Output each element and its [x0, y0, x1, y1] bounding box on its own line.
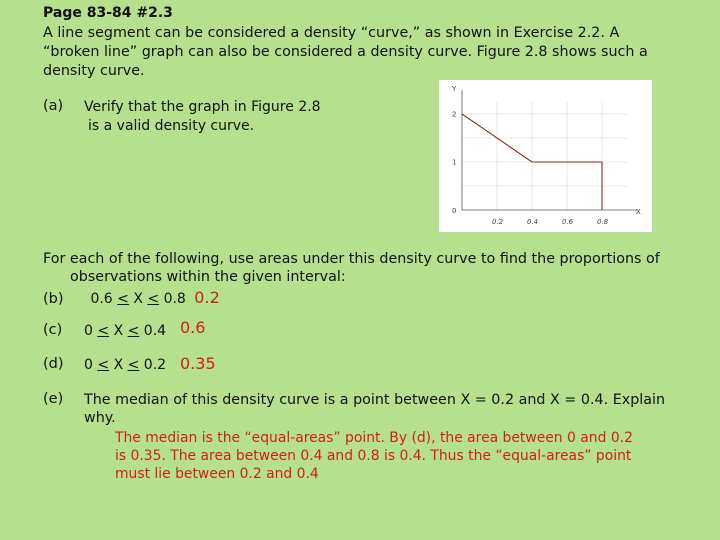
part-d-le1: < [97, 357, 110, 373]
part-c-le2: < [127, 323, 140, 339]
part-b-answer: 0.2 [194, 288, 220, 307]
origin-label: 0 [452, 207, 457, 215]
part-d-var: X [113, 357, 124, 373]
y-tick-label: 1 [452, 158, 457, 167]
part-c-answer: 0.6 [180, 318, 206, 337]
part-e-answer3: must lie between 0.2 and 0.4 [115, 466, 319, 482]
part-b-row [43, 288, 220, 309]
part-d-upper: 0.2 [143, 357, 167, 373]
part-e-label: (e) [43, 391, 64, 407]
part-d-lower: 0 [84, 357, 93, 373]
y-axis-label: Y [452, 85, 457, 93]
part-e-answer1: The median is the “equal-areas” point. By (d), the area between 0 and 0.2 [115, 430, 633, 446]
part-c-le1: < [97, 323, 110, 339]
figure-2-8 [439, 80, 652, 232]
part-c-upper: 0.4 [143, 323, 167, 339]
part-b-var: X [133, 291, 143, 307]
instructions-line1: For each of the following, use areas under this density curve to find the proportions of [43, 251, 660, 267]
part-c-label: (c) [43, 322, 63, 338]
x-tick-label: 0.2 [492, 218, 504, 226]
part-b-upper: 0.8 [163, 291, 186, 307]
part-b-le2: < [147, 291, 160, 307]
part-a-line1: Verify that the graph in Figure 2.8 [84, 99, 321, 115]
part-c-lower: 0 [84, 323, 93, 339]
part-b-label: (b) [43, 291, 64, 307]
x-tick-label: 0.6 [562, 218, 574, 226]
part-b-le1: < [117, 291, 129, 307]
y-tick-label: 2 [452, 110, 457, 119]
part-e-question1: The median of this density curve is a point between X = 0.2 and X = 0.4. Explain [84, 392, 666, 408]
gridlines [462, 102, 629, 210]
part-d-le2: < [127, 357, 140, 373]
part-c-interval [84, 322, 166, 341]
part-d-answer: 0.35 [180, 354, 216, 373]
problem-intro: A line segment can be considered a density “curve,” as shown in Exercise 2.2. A “broken line” graph can also be considered a density curve. Figure 2.8 shows such a density curve. [43, 25, 648, 80]
density-chart [439, 80, 652, 232]
problem-title: Page 83-84 #2.3 [43, 5, 173, 21]
part-a-line2: is a valid density curve. [88, 118, 255, 134]
x-tick-label: 0.8 [597, 218, 609, 226]
part-d-label: (d) [43, 356, 64, 372]
x-axis-label: X [636, 208, 641, 216]
part-e-answer2: is 0.35. The area between 0.4 and 0.8 is 0.4. Thus the “equal-areas” point [115, 448, 632, 464]
part-a-label: (a) [43, 98, 64, 114]
part-c-var: X [113, 323, 124, 339]
part-e-question2: why. [84, 410, 116, 426]
part-d-interval [84, 356, 166, 375]
x-tick-label: 0.4 [527, 218, 539, 226]
part-b-lower: 0.6 [90, 291, 113, 307]
instructions-line2: observations within the given interval: [70, 269, 346, 285]
